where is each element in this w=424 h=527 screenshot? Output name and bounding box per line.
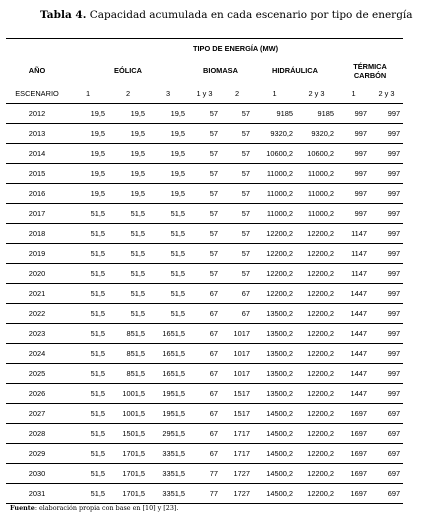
value-cell: 997: [370, 144, 403, 164]
value-cell: 1517: [221, 384, 253, 404]
caption-label: Tabla 4.: [40, 9, 87, 21]
value-cell: 12200,2: [296, 224, 337, 244]
value-cell: 697: [370, 464, 403, 484]
value-cell: 997: [370, 344, 403, 364]
value-cell: 51,5: [108, 244, 148, 264]
year-cell: 2012: [6, 104, 68, 124]
value-cell: 19,5: [148, 144, 188, 164]
value-cell: 997: [337, 124, 370, 144]
value-cell: 12200,2: [253, 284, 296, 304]
category-eolica: EÓLICA: [114, 66, 142, 75]
value-cell: 57: [221, 144, 253, 164]
year-cell: 2023: [6, 324, 68, 344]
value-cell: 19,5: [108, 184, 148, 204]
value-cell: 11000,2: [253, 164, 296, 184]
value-cell: 1697: [337, 404, 370, 424]
value-cell: 57: [221, 124, 253, 144]
value-cell: 67: [188, 284, 221, 304]
value-cell: 1697: [337, 424, 370, 444]
value-cell: 13500,2: [253, 304, 296, 324]
value-cell: 57: [221, 184, 253, 204]
year-cell: 2030: [6, 464, 68, 484]
value-cell: 12200,2: [296, 484, 337, 504]
value-cell: 19,5: [68, 164, 108, 184]
value-cell: 1697: [337, 484, 370, 504]
value-cell: 12200,2: [296, 384, 337, 404]
table-row: [6, 284, 403, 304]
value-cell: 57: [188, 124, 221, 144]
value-cell: 11000,2: [296, 164, 337, 184]
value-cell: 997: [337, 104, 370, 124]
value-cell: 997: [337, 204, 370, 224]
value-cell: 12200,2: [296, 264, 337, 284]
table-row: [6, 324, 403, 344]
value-cell: 51,5: [68, 444, 108, 464]
scenario-cell: 1: [253, 84, 296, 104]
value-cell: 11000,2: [253, 204, 296, 224]
value-cell: 51,5: [68, 264, 108, 284]
value-cell: 51,5: [68, 364, 108, 384]
value-cell: 997: [370, 264, 403, 284]
value-cell: 997: [370, 124, 403, 144]
year-cell: 2019: [6, 244, 68, 264]
value-cell: 2951,5: [148, 424, 188, 444]
value-cell: 3351,5: [148, 464, 188, 484]
value-cell: 851,5: [108, 344, 148, 364]
source-text: : elaboración propia con base en [10] y [23].: [34, 504, 179, 512]
value-cell: 12200,2: [296, 324, 337, 344]
value-cell: 19,5: [148, 164, 188, 184]
table-row: [6, 404, 403, 424]
value-cell: 13500,2: [253, 364, 296, 384]
value-cell: 19,5: [108, 164, 148, 184]
value-cell: 1697: [337, 464, 370, 484]
table-row: [6, 304, 403, 324]
value-cell: 1651,5: [148, 344, 188, 364]
value-cell: 997: [370, 204, 403, 224]
value-cell: 51,5: [148, 244, 188, 264]
value-cell: 997: [370, 104, 403, 124]
scenario-header: ESCENARIO: [6, 84, 68, 104]
value-cell: 57: [188, 104, 221, 124]
scenario-cell: 3: [148, 84, 188, 104]
value-cell: 57: [188, 184, 221, 204]
value-cell: 1001,5: [108, 404, 148, 424]
value-cell: 19,5: [108, 144, 148, 164]
value-cell: 19,5: [68, 124, 108, 144]
value-cell: 1951,5: [148, 404, 188, 424]
value-cell: 851,5: [108, 364, 148, 384]
value-cell: 12200,2: [296, 304, 337, 324]
value-cell: 1701,5: [108, 484, 148, 504]
year-cell: 2025: [6, 364, 68, 384]
value-cell: 14500,2: [253, 424, 296, 444]
value-cell: 1697: [337, 444, 370, 464]
value-cell: 57: [188, 264, 221, 284]
scenario-cell: 2 y 3: [296, 84, 337, 104]
table-row: [6, 464, 403, 484]
value-cell: 51,5: [68, 344, 108, 364]
value-cell: 51,5: [68, 404, 108, 424]
value-cell: 19,5: [108, 104, 148, 124]
value-cell: 3351,5: [148, 444, 188, 464]
value-cell: 19,5: [148, 184, 188, 204]
table-row: [6, 484, 403, 504]
value-cell: 1727: [221, 464, 253, 484]
table-row: [6, 264, 403, 284]
year-cell: 2031: [6, 484, 68, 504]
value-cell: 19,5: [148, 104, 188, 124]
value-cell: 57: [188, 224, 221, 244]
value-cell: 77: [188, 484, 221, 504]
value-cell: 10600,2: [253, 144, 296, 164]
value-cell: 997: [337, 144, 370, 164]
value-cell: 57: [221, 164, 253, 184]
value-cell: 57: [188, 204, 221, 224]
scenario-cell: 1 y 3: [188, 84, 221, 104]
value-cell: 11000,2: [296, 184, 337, 204]
value-cell: 1651,5: [148, 364, 188, 384]
value-cell: 57: [188, 244, 221, 264]
value-cell: 1701,5: [108, 444, 148, 464]
value-cell: 67: [221, 284, 253, 304]
table-row: [6, 104, 403, 124]
value-cell: 57: [221, 244, 253, 264]
value-cell: 14500,2: [253, 404, 296, 424]
value-cell: 10600,2: [296, 144, 337, 164]
value-cell: 1447: [337, 304, 370, 324]
value-cell: 1517: [221, 404, 253, 424]
value-cell: 51,5: [68, 284, 108, 304]
value-cell: 57: [221, 264, 253, 284]
value-cell: 51,5: [68, 464, 108, 484]
value-cell: 9185: [253, 104, 296, 124]
table-row: [6, 164, 403, 184]
value-cell: 51,5: [148, 264, 188, 284]
value-cell: 14500,2: [253, 444, 296, 464]
value-cell: 67: [221, 304, 253, 324]
table-caption: [40, 9, 420, 21]
scenario-cell: 1: [68, 84, 108, 104]
value-cell: 1017: [221, 344, 253, 364]
value-cell: 57: [221, 204, 253, 224]
value-cell: 11000,2: [253, 184, 296, 204]
value-cell: 51,5: [108, 284, 148, 304]
value-cell: 1147: [337, 264, 370, 284]
value-cell: 1501,5: [108, 424, 148, 444]
value-cell: 51,5: [68, 304, 108, 324]
value-cell: 19,5: [68, 144, 108, 164]
value-cell: 67: [188, 324, 221, 344]
header-blank: [6, 39, 68, 58]
value-cell: 51,5: [68, 224, 108, 244]
table-row: [6, 424, 403, 444]
table-row: [6, 364, 403, 384]
year-cell: 2015: [6, 164, 68, 184]
caption-text: Capacidad acumulada en cada escenario por tipo de energía: [89, 9, 413, 21]
table-row: [6, 204, 403, 224]
value-cell: 997: [337, 164, 370, 184]
scenario-cell: 2 y 3: [370, 84, 403, 104]
value-cell: 12200,2: [296, 284, 337, 304]
year-cell: 2026: [6, 384, 68, 404]
value-cell: 51,5: [68, 204, 108, 224]
value-cell: 13500,2: [253, 324, 296, 344]
table-row: [6, 184, 403, 204]
value-cell: 12200,2: [253, 224, 296, 244]
value-cell: 1147: [337, 224, 370, 244]
year-cell: 2018: [6, 224, 68, 244]
year-cell: 2014: [6, 144, 68, 164]
value-cell: 9185: [296, 104, 337, 124]
value-cell: 13500,2: [253, 384, 296, 404]
table-row: [6, 124, 403, 144]
value-cell: 851,5: [108, 324, 148, 344]
value-cell: 1447: [337, 384, 370, 404]
year-cell: 2017: [6, 204, 68, 224]
value-cell: 1651,5: [148, 324, 188, 344]
value-cell: 697: [370, 484, 403, 504]
value-cell: 51,5: [68, 424, 108, 444]
value-cell: 51,5: [108, 204, 148, 224]
value-cell: 997: [370, 384, 403, 404]
scenario-cell: 2: [221, 84, 253, 104]
value-cell: 57: [221, 104, 253, 124]
value-cell: 1701,5: [108, 464, 148, 484]
value-cell: 51,5: [148, 284, 188, 304]
value-cell: 12200,2: [296, 344, 337, 364]
year-cell: 2013: [6, 124, 68, 144]
value-cell: 9320,2: [296, 124, 337, 144]
value-cell: 1017: [221, 324, 253, 344]
value-cell: 67: [188, 304, 221, 324]
value-cell: 51,5: [68, 484, 108, 504]
value-cell: 997: [370, 164, 403, 184]
group-header: TIPO DE ENERGÍA (MW): [68, 39, 403, 58]
category-biomasa: BIOMASA: [203, 66, 238, 75]
scenario-cell: 1: [337, 84, 370, 104]
table-row: [6, 224, 403, 244]
value-cell: 51,5: [148, 304, 188, 324]
value-cell: 13500,2: [253, 344, 296, 364]
value-cell: 51,5: [108, 304, 148, 324]
value-cell: 67: [188, 424, 221, 444]
table-row: [6, 244, 403, 264]
table-row: [6, 144, 403, 164]
value-cell: 51,5: [68, 244, 108, 264]
value-cell: 19,5: [108, 124, 148, 144]
year-cell: 2027: [6, 404, 68, 424]
value-cell: 77: [188, 464, 221, 484]
value-cell: 997: [370, 224, 403, 244]
value-cell: 12200,2: [296, 424, 337, 444]
capacity-table: [6, 38, 403, 504]
value-cell: 997: [337, 184, 370, 204]
value-cell: 997: [370, 324, 403, 344]
table-row: [6, 444, 403, 464]
table-row: [6, 384, 403, 404]
value-cell: 1727: [221, 484, 253, 504]
value-cell: 1717: [221, 424, 253, 444]
value-cell: 997: [370, 284, 403, 304]
year-cell: 2021: [6, 284, 68, 304]
year-cell: 2022: [6, 304, 68, 324]
value-cell: 19,5: [68, 104, 108, 124]
value-cell: 67: [188, 364, 221, 384]
value-cell: 697: [370, 444, 403, 464]
value-cell: 57: [188, 144, 221, 164]
value-cell: 997: [370, 364, 403, 384]
value-cell: 997: [370, 184, 403, 204]
value-cell: 12200,2: [296, 404, 337, 424]
value-cell: 1951,5: [148, 384, 188, 404]
value-cell: 11000,2: [296, 204, 337, 224]
category-hidraulica: HIDRÁULICA: [272, 66, 318, 75]
value-cell: 697: [370, 404, 403, 424]
value-cell: 67: [188, 344, 221, 364]
value-cell: 1447: [337, 344, 370, 364]
value-cell: 12200,2: [253, 264, 296, 284]
year-cell: 2029: [6, 444, 68, 464]
value-cell: 9320,2: [253, 124, 296, 144]
value-cell: 19,5: [148, 124, 188, 144]
value-cell: 14500,2: [253, 484, 296, 504]
source-note: [10, 504, 420, 512]
value-cell: 12200,2: [296, 464, 337, 484]
value-cell: 67: [188, 404, 221, 424]
year-cell: 2016: [6, 184, 68, 204]
value-cell: 51,5: [148, 224, 188, 244]
year-cell: 2020: [6, 264, 68, 284]
value-cell: 67: [188, 384, 221, 404]
value-cell: 12200,2: [296, 364, 337, 384]
value-cell: 51,5: [68, 324, 108, 344]
year-header: AÑO: [28, 66, 46, 75]
value-cell: 1447: [337, 324, 370, 344]
value-cell: 12200,2: [296, 244, 337, 264]
value-cell: 51,5: [68, 384, 108, 404]
scenario-cell: 2: [108, 84, 148, 104]
value-cell: 67: [188, 444, 221, 464]
value-cell: 3351,5: [148, 484, 188, 504]
table-row: [6, 344, 403, 364]
value-cell: 1447: [337, 364, 370, 384]
year-cell: 2024: [6, 344, 68, 364]
value-cell: 1001,5: [108, 384, 148, 404]
category-termica-carbon: TÉRMICA CARBÓN: [353, 61, 387, 80]
value-cell: 1147: [337, 244, 370, 264]
value-cell: 1717: [221, 444, 253, 464]
value-cell: 51,5: [148, 204, 188, 224]
source-label: Fuente: [10, 504, 35, 512]
value-cell: 57: [221, 224, 253, 244]
value-cell: 1017: [221, 364, 253, 384]
value-cell: 14500,2: [253, 464, 296, 484]
value-cell: 697: [370, 424, 403, 444]
value-cell: 997: [370, 304, 403, 324]
value-cell: 19,5: [68, 184, 108, 204]
value-cell: 1447: [337, 284, 370, 304]
value-cell: 51,5: [108, 264, 148, 284]
value-cell: 997: [370, 244, 403, 264]
value-cell: 57: [188, 164, 221, 184]
value-cell: 12200,2: [253, 244, 296, 264]
year-cell: 2028: [6, 424, 68, 444]
value-cell: 51,5: [108, 224, 148, 244]
value-cell: 12200,2: [296, 444, 337, 464]
